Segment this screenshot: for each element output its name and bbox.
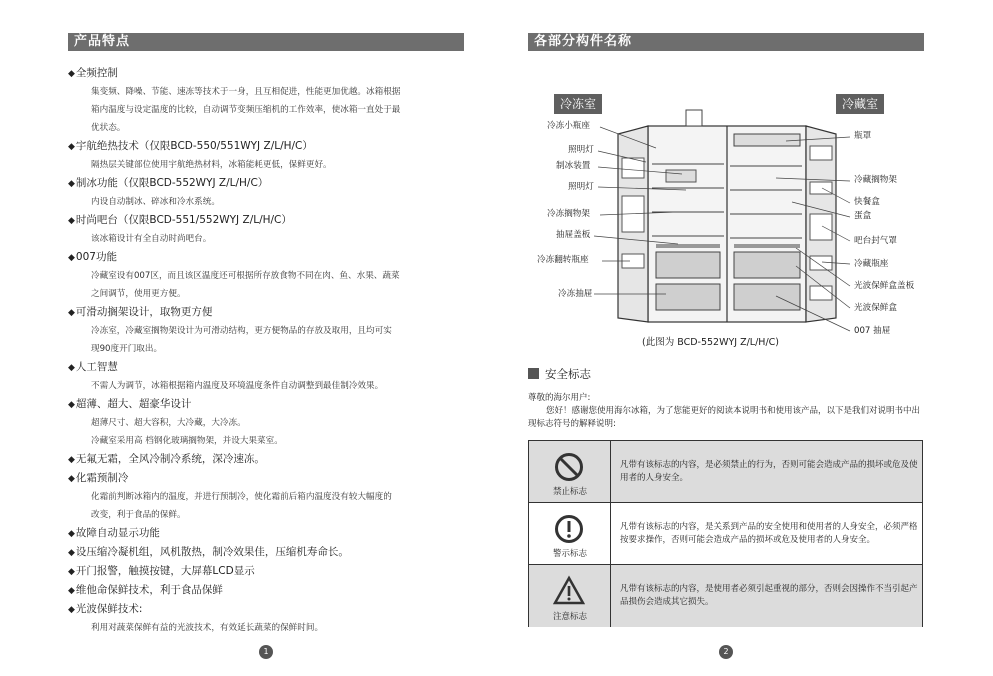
diamond-bullet-icon: ◆ xyxy=(68,253,75,263)
part-label: 光波保鲜盒 xyxy=(854,303,897,313)
part-label: 007 抽屉 xyxy=(854,326,891,336)
sign-text: 凡带有该标志的内容，是关系到产品的安全使用和使用者的人身安全，必须严格按要求操作，否则可能会造成产品的损坏或危及使用者的人身安全。 xyxy=(620,521,918,545)
part-label: 冷冻搁物架 xyxy=(547,209,590,219)
sign-name: 注意标志 xyxy=(552,612,587,622)
diamond-bullet-icon: ◆ xyxy=(68,142,75,152)
part-label: 光波保鲜盒盖板 xyxy=(854,281,915,291)
sign-row xyxy=(529,565,922,627)
page-number: 2 xyxy=(719,645,733,659)
intro-text: 您好！感谢您使用海尔冰箱，为了您能更好的阅读本说明书和使用该产品，以下是我们对说明书中出现标志符号的解释说明: xyxy=(528,406,921,429)
feature-title: ◆人工智慧 xyxy=(68,361,118,373)
feature-title: ◆无氟无霜，全风冷制冷系统，深冷速冻。 xyxy=(68,453,265,465)
part-label: 蛋盒 xyxy=(854,211,872,221)
left-page xyxy=(0,0,496,676)
feature-title: ◆开门报警，触摸按键，大屏幕LCD显示 xyxy=(68,565,255,577)
page-title: 各部分构件名称 xyxy=(528,33,924,51)
part-label: 抽屉盖板 xyxy=(556,230,591,240)
feature-desc: 冷冻室，冷藏室搁物架设计为可滑动结构，更方便物品的存放及取用，且均可实 现90度开门取出。 xyxy=(91,326,392,354)
feature-desc: 化霜前判断冰箱内的温度，并进行预制冷，使化霜前后箱内温度没有较大幅度的 改变，利于食品的保鲜。 xyxy=(91,492,392,520)
sign-row xyxy=(529,503,922,565)
diamond-bullet-icon: ◆ xyxy=(68,529,75,539)
prohibition-icon xyxy=(553,451,585,483)
fridge-diagram xyxy=(496,86,993,356)
part-label: 冷冻抽屉 xyxy=(558,289,593,299)
part-label: 冷藏瓶座 xyxy=(854,259,889,269)
sign-text: 凡带有该标志的内容，是必须禁止的行为，否则可能会造成产品的损坏或危及使用者的人身安全。 xyxy=(620,459,918,483)
part-label: 冷藏搁物架 xyxy=(854,175,897,185)
part-label: 吧台封气罩 xyxy=(854,236,897,246)
diamond-bullet-icon: ◆ xyxy=(68,455,75,465)
feature-title: ◆宇航绝热技术（仅限BCD-550/551WYJ Z/L/H/C） xyxy=(68,140,313,152)
feature-title: ◆可滑动搁架设计，取物更方便 xyxy=(68,306,213,318)
safety-sign-table xyxy=(528,440,923,627)
diamond-bullet-icon: ◆ xyxy=(68,308,75,318)
feature-desc: 内设自动制冰、碎冰和冷水系统。 xyxy=(91,197,220,207)
feature-list xyxy=(68,64,468,637)
page-number: 1 xyxy=(259,645,273,659)
part-label: 制冰装置 xyxy=(556,161,591,171)
diamond-bullet-icon: ◆ xyxy=(68,548,75,558)
fridge-label: 冷藏室 xyxy=(836,94,884,114)
part-label: 快餐盒 xyxy=(854,197,880,207)
feature-title: ◆超薄、超大、超豪华设计 xyxy=(68,398,192,410)
warning-icon xyxy=(553,513,585,545)
safety-title: 安全标志 xyxy=(528,366,591,382)
part-label: 照明灯 xyxy=(568,145,594,155)
feature-desc: 超薄尺寸、超大容积，大冷藏，大冷冻。 冷藏室采用高 档钢化玻璃搁物架，并设大果菜室。 xyxy=(91,418,283,446)
feature-title: ◆007功能 xyxy=(68,251,117,263)
feature-desc: 不需人为调节，冰箱根据箱内温度及环境温度条件自动调整到最佳制冷效果。 xyxy=(91,381,384,391)
feature-title: ◆故障自动显示功能 xyxy=(68,527,160,539)
diamond-bullet-icon: ◆ xyxy=(68,363,75,373)
feature-desc: 隔热层关键部位使用宇航绝热材料，冰箱能耗更低，保鲜更好。 xyxy=(91,160,332,170)
part-label: 照明灯 xyxy=(568,182,594,192)
feature-title: ◆制冰功能（仅限BCD-552WYJ Z/L/H/C） xyxy=(68,177,269,189)
part-label: 冷冻翻转瓶座 xyxy=(537,255,589,265)
feature-desc: 冷藏室设有007区，而且该区温度还可根据所存放食物不同在肉、鱼、水果、蔬菜 之间调节，使用更方便。 xyxy=(91,271,400,299)
diamond-bullet-icon: ◆ xyxy=(68,586,75,596)
right-page xyxy=(496,0,993,676)
sign-name: 禁止标志 xyxy=(552,487,587,497)
diamond-bullet-icon: ◆ xyxy=(68,474,75,484)
sign-name: 警示标志 xyxy=(552,549,587,559)
sign-row xyxy=(529,441,922,503)
greeting: 尊敬的海尔用户: xyxy=(528,393,591,403)
feature-desc: 利用对蔬菜保鲜有益的光波技术，有效延长蔬菜的保鲜时间。 xyxy=(91,623,324,633)
feature-desc: 集变频、降噪、节能、速冻等技术于一身，且互相促进，性能更加优越。冰箱根据 箱内温度与设定温度的比较，自动调节变频压缩机的工作效率，使冰箱一直处于最 优状态。 xyxy=(91,87,401,133)
feature-title: ◆时尚吧台（仅限BCD-551/552WYJ Z/L/H/C） xyxy=(68,214,292,226)
part-label: 冷冻小瓶座 xyxy=(547,121,590,131)
diamond-bullet-icon: ◆ xyxy=(68,179,75,189)
feature-title: ◆化霜预制冷 xyxy=(68,472,129,484)
sign-text: 凡带有该标志的内容，是使用者必须引起重视的部分，否则会因操作不当引起产品损伤会造成其它损失。 xyxy=(620,584,918,607)
page-title: 产品特点 xyxy=(68,33,464,51)
diamond-bullet-icon: ◆ xyxy=(68,567,75,577)
feature-title: ◆光波保鲜技术: xyxy=(68,603,143,615)
feature-desc: 该冰箱设计有全自动时尚吧台。 xyxy=(91,234,212,244)
freezer-label: 冷冻室 xyxy=(554,94,602,114)
caution-icon xyxy=(553,575,585,607)
diamond-bullet-icon: ◆ xyxy=(68,400,75,410)
diamond-bullet-icon: ◆ xyxy=(68,69,75,79)
feature-title: ◆设压缩冷凝机组，风机散热，制冷效果佳，压缩机寿命长。 xyxy=(68,546,349,558)
diagram-caption: (此图为 BCD-552WYJ Z/L/H/C) xyxy=(642,337,779,348)
square-bullet-icon xyxy=(528,368,539,379)
diamond-bullet-icon: ◆ xyxy=(68,605,75,615)
feature-title: ◆全频控制 xyxy=(68,67,118,79)
part-label: 瓶罩 xyxy=(854,131,872,141)
diamond-bullet-icon: ◆ xyxy=(68,216,75,226)
feature-title: ◆维他命保鲜技术，利于食品保鲜 xyxy=(68,584,223,596)
safety-intro xyxy=(528,392,928,431)
